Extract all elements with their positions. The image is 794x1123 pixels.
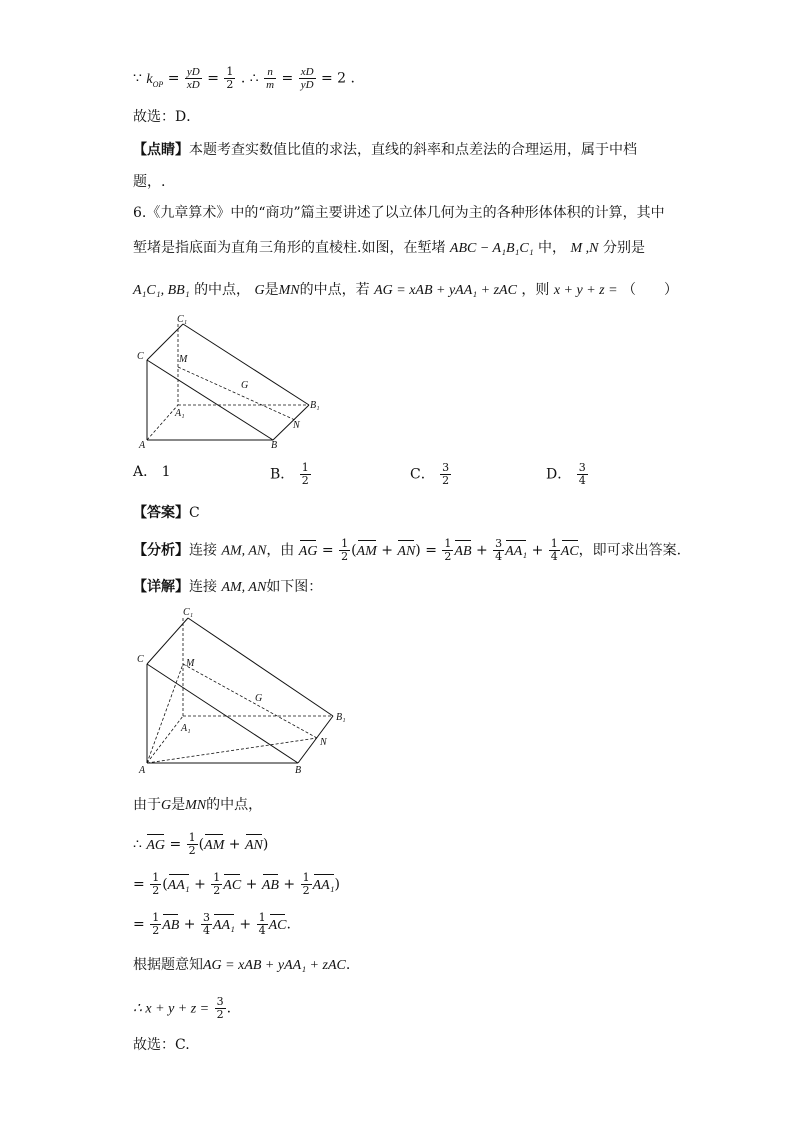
- label-c1-2: C₁: [183, 607, 194, 618]
- k-op: $k_{OP}$: [146, 71, 164, 89]
- label-b1: B₁: [310, 400, 320, 411]
- vector-expression: AG = xAB + yAA₁ + zAC: [374, 283, 517, 298]
- one-half: $\frac{1}{2}$: [226, 65, 234, 91]
- label-a-2: A: [139, 765, 146, 776]
- step-5: 根据题意知AG = xAB + yAA₁ + zAC.: [133, 957, 351, 973]
- question-line-2: 堑堵是指底面为直角三角形的直棱柱.如图，在堑堵 ABC − A₁B₁C₁ 中， M ,N 分别是: [133, 240, 645, 256]
- period: .: [240, 70, 246, 87]
- label-m-2: M: [186, 658, 195, 669]
- answer-blank: （ ）: [622, 282, 679, 298]
- choice-c[interactable]: C． $\frac{3}{2}$: [410, 461, 450, 487]
- step-6: ∴ x + y + z = $\frac{3}{2}$ .: [133, 995, 232, 1021]
- n-over-m: $\frac{n}{m}$: [266, 66, 275, 91]
- equals-two: = 2 .: [320, 70, 355, 87]
- label-a1: A₁: [175, 408, 185, 419]
- label-b1-2: B₁: [336, 712, 346, 723]
- yd-over-xd: $\frac{yD}{xD}$: [186, 66, 200, 91]
- label-c1: C₁: [177, 314, 188, 325]
- prism-figure-1: [133, 312, 333, 452]
- label-n-2: N: [320, 737, 327, 748]
- label-g: G: [241, 380, 249, 391]
- review-text-1: 本题考查实数值比值的求法，直线的斜率和点差法的合理运用，属于中档: [189, 142, 637, 158]
- label-m: M: [179, 354, 188, 365]
- label-b: B: [271, 440, 278, 451]
- choice-d[interactable]: D． $\frac{3}{4}$: [546, 461, 586, 487]
- review-label: 【点睛】: [133, 142, 189, 158]
- label-a1-2: A₁: [181, 723, 191, 734]
- choice-b[interactable]: B． $\frac{1}{2}$: [270, 461, 309, 487]
- label-n: N: [293, 420, 300, 431]
- analysis-line: 【分析】连接 AM, AN，由 AG = $\frac{1}{2}$ (AM + AN) = $\frac{1}{2}$ AB + $\frac{3}{4}$ AA₁ + $\frac{1}{4}$ AC，即可求出答案.: [133, 537, 682, 563]
- step-4: = $\frac{1}{2}$ AB + $\frac{3}{4}$ AA₁ + $\frac{1}{4}$ AC.: [133, 911, 291, 937]
- label-a: A: [139, 440, 146, 451]
- equals: =: [167, 70, 180, 87]
- xd-over-yd: $\frac{xD}{yD}$: [300, 66, 314, 91]
- step-1: 由于G是MN的中点，: [133, 797, 263, 813]
- equals3: =: [281, 70, 294, 87]
- prism-figure-2: [133, 600, 363, 780]
- question-line-1: 6.《九章算术》中的“商功”篇主要讲述了以立体几何为主的各种形体体积的计算，其中: [133, 205, 665, 221]
- label-c-2: C: [137, 654, 144, 665]
- slope-formula: [133, 66, 355, 94]
- detail-line: 【详解】连接 AM, AN如下图：: [133, 579, 323, 595]
- equals2: =: [207, 70, 219, 87]
- mn-points: M ,N: [570, 241, 599, 256]
- prism-name: ABC − A₁B₁C₁: [449, 241, 534, 256]
- answer-line: 【答案】C: [133, 505, 200, 521]
- final-answer: 故选：C.: [133, 1037, 190, 1053]
- therefore-symbol: ∴: [249, 70, 259, 87]
- review-line-2: 题，.: [133, 174, 166, 190]
- step-3: = $\frac{1}{2}$ (AA₁ + $\frac{1}{2}$ AC + AB + $\frac{1}{2}$ AA₁): [133, 871, 341, 897]
- because-symbol: ∵: [133, 70, 142, 87]
- label-c: C: [137, 351, 144, 362]
- prev-answer: 故选：D．: [133, 109, 201, 125]
- review-line-1: [133, 140, 637, 160]
- choice-a[interactable]: A． 1: [133, 464, 171, 480]
- label-b-2: B: [295, 765, 302, 776]
- label-g-2: G: [255, 693, 263, 704]
- question-line-3: A₁C₁, BB₁ 的中点， G是MN的中点，若 AG = xAB + yAA₁ + zAC ，则 x + y + z = （ ）: [133, 282, 679, 298]
- step-2: ∴ AG = $\frac{1}{2}$ (AM + AN): [133, 831, 269, 857]
